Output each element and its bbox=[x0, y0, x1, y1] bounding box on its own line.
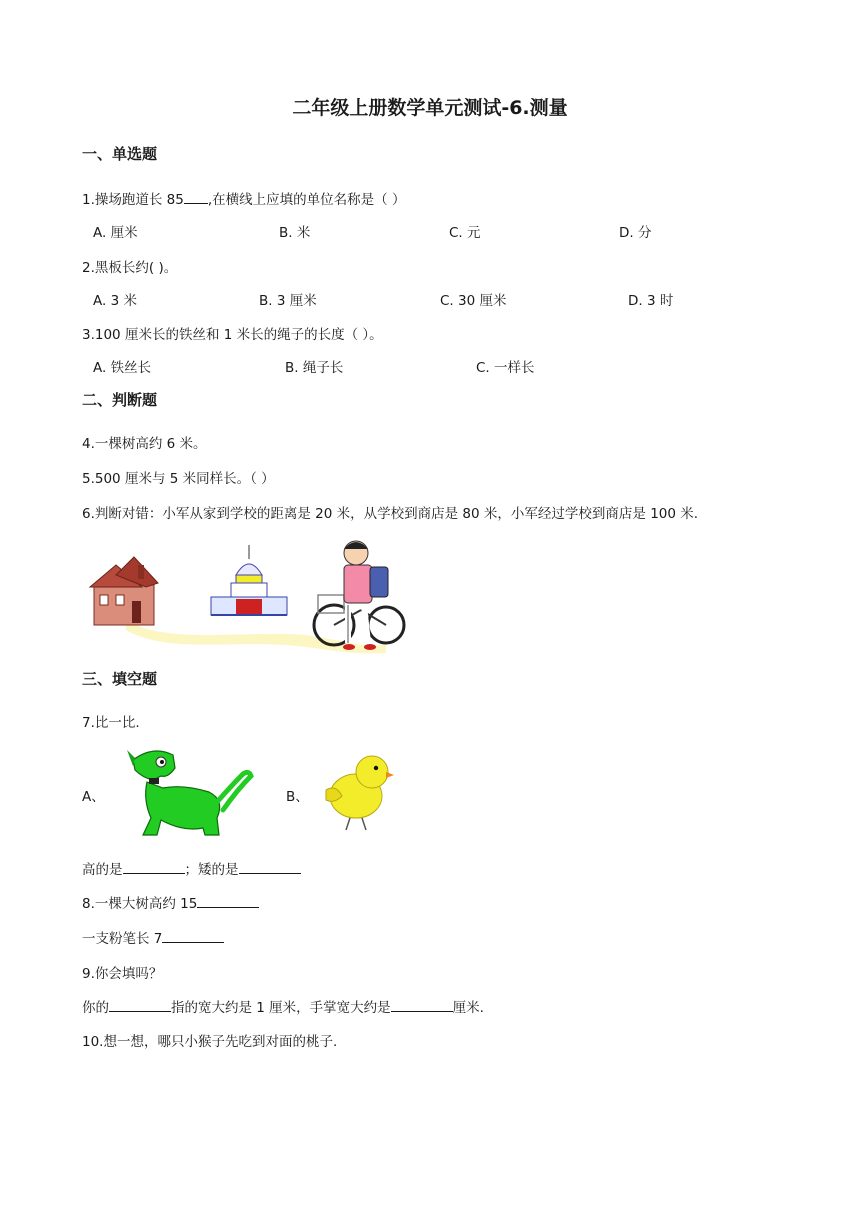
question-8-chalk-blank[interactable] bbox=[162, 928, 224, 943]
question-9-palm-blank[interactable] bbox=[391, 997, 453, 1012]
question-8-tree-text: 8.一棵大树高约 15 bbox=[82, 896, 198, 912]
question-8-chalk-text: 一支粉笔长 7 bbox=[82, 931, 163, 947]
question-8-line-2 bbox=[82, 927, 224, 947]
question-8-line-1 bbox=[82, 892, 259, 912]
question-1-option-a[interactable]: A. 厘米 bbox=[93, 225, 138, 241]
question-3-option-b[interactable]: B. 绳子长 bbox=[285, 360, 344, 376]
question-2-option-c[interactable]: C. 30 厘米 bbox=[440, 293, 507, 309]
question-7-taller-label: 高的是 bbox=[82, 862, 123, 878]
question-7-label-b: B、 bbox=[286, 789, 309, 805]
boy-on-bicycle-icon bbox=[314, 541, 404, 650]
question-7-shorter-blank[interactable] bbox=[239, 859, 301, 874]
question-4: 4.一棵树高约 6 米。 bbox=[82, 436, 207, 452]
question-9-text-end: 厘米. bbox=[452, 1000, 484, 1016]
question-7-label-a: A、 bbox=[82, 789, 105, 805]
question-6: 6.判断对错：小军从家到学校的距离是 20 米，从学校到商店是 80 米，小军经过学校到商店是 100 米. bbox=[82, 506, 699, 522]
question-2-option-a[interactable]: A. 3 米 bbox=[93, 293, 137, 309]
question-1-option-c[interactable]: C. 元 bbox=[449, 225, 481, 241]
question-7-taller-blank[interactable] bbox=[123, 859, 185, 874]
question-9: 9.你会填吗？ bbox=[82, 966, 163, 982]
question-9-text-middle: 指的宽大约是 1 厘米，手掌宽大约是 bbox=[171, 1000, 391, 1016]
question-9-text-start: 你的 bbox=[82, 1000, 109, 1016]
question-2-option-d[interactable]: D. 3 时 bbox=[628, 293, 674, 309]
question-10: 10.想一想，哪只小猴子先吃到对面的桃子. bbox=[82, 1034, 338, 1050]
section-heading-single-choice: 一、单选题 bbox=[82, 145, 158, 163]
section-heading-true-false: 二、判断题 bbox=[82, 391, 158, 409]
question-7-answer-line bbox=[82, 858, 301, 878]
section-heading-fill-in: 三、填空题 bbox=[82, 670, 158, 688]
question-1-option-b[interactable]: B. 米 bbox=[279, 225, 311, 241]
question-2: 2.黑板长约( )。 bbox=[82, 260, 178, 276]
route-illustration bbox=[86, 535, 416, 660]
question-2-option-b[interactable]: B. 3 厘米 bbox=[259, 293, 317, 309]
question-3: 3.100 厘米长的铁丝和 1 米长的绳子的长度（ ）。 bbox=[82, 327, 383, 343]
question-5: 5.500 厘米与 5 米同样长。（ ） bbox=[82, 471, 275, 487]
yellow-chick-icon bbox=[316, 748, 396, 834]
question-3-option-a[interactable]: A. 铁丝长 bbox=[93, 360, 152, 376]
question-7-shorter-label: ；矮的是 bbox=[184, 862, 239, 878]
school-building-icon bbox=[211, 545, 287, 615]
question-1-option-d[interactable]: D. 分 bbox=[619, 225, 652, 241]
house-icon bbox=[90, 557, 158, 625]
question-8-tree-blank[interactable] bbox=[197, 893, 259, 908]
green-dog-icon bbox=[113, 740, 260, 845]
question-9-finger-blank[interactable] bbox=[109, 997, 171, 1012]
question-1 bbox=[82, 188, 405, 208]
question-1-blank bbox=[184, 189, 208, 204]
question-7: 7.比一比. bbox=[82, 715, 140, 731]
page-title: 二年级上册数学单元测试-6.测量 bbox=[292, 97, 568, 119]
question-1-text-end: ,在横线上应填的单位名称是（ ） bbox=[207, 192, 406, 208]
question-9-answer-line bbox=[82, 996, 484, 1016]
question-3-option-c[interactable]: C. 一样长 bbox=[476, 360, 535, 376]
question-1-text-start: 1.操场跑道长 85 bbox=[82, 192, 184, 208]
